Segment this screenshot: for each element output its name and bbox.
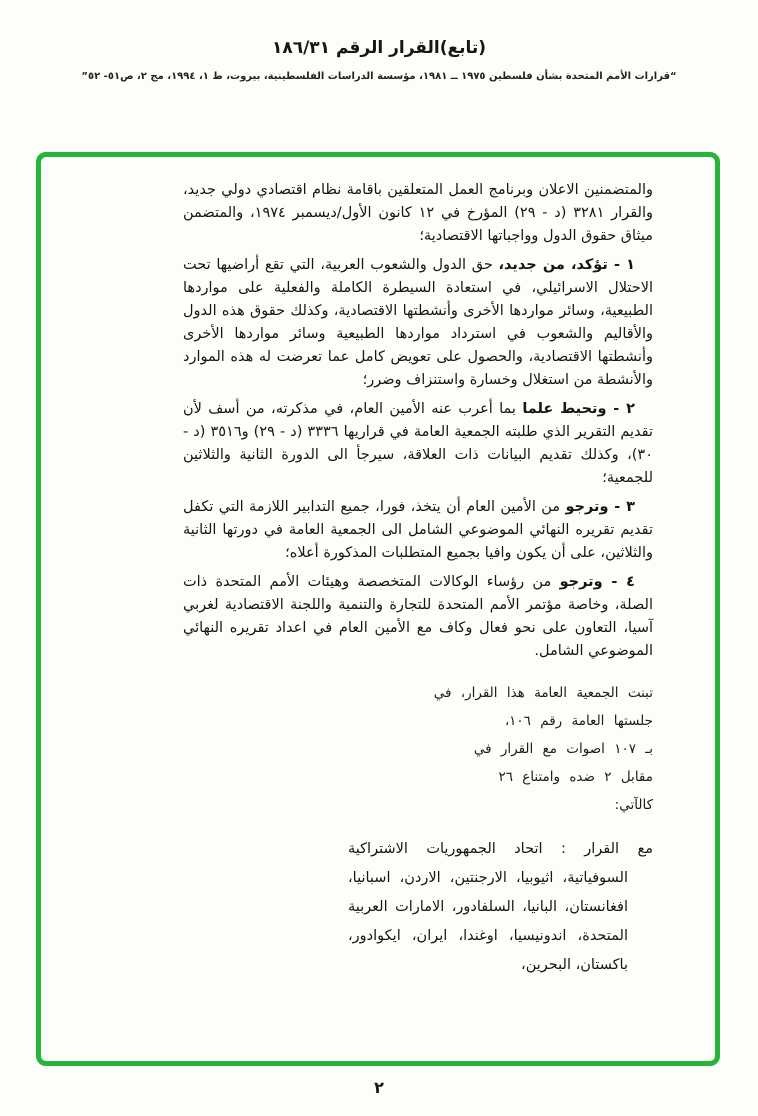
content-border-box: [36, 152, 720, 1066]
intro-text: والمتضمنين الاعلان وبرنامج العمل المتعلقين باقامة نظام اقتصادي دولي جديد، والقرار ٣٢٨١ (د - ٢٩) المؤرخ في ١٢ كانون الأول/ديسمبر ١٩٧٤، والمتضمن ميثاق حقوق الدول وواجباتها الاقتصادية؛: [183, 182, 653, 244]
clause-2-text: بما أعرب عنه الأمين العام، في مذكرته، من أسف لأن تقديم التقرير الذي طلبته الجمعية العامة في قراريها ٣٣٣٦ (د - ٢٩) و٣٥١٦ (د - ٣٠)، وكذلك تقديم البيانات ذات العلاقة، سيرجأ الى الدورة الثانية والثلاثين للجمعية؛: [183, 401, 653, 486]
paragraph-intro: [183, 179, 653, 248]
page-header: [0, 38, 758, 82]
adoption-line: بـ ١٠٧ اصوات مع القرار في: [473, 741, 653, 757]
clause-1-text: حق الدول والشعوب العربية، التي تقع أراضيها تحت الاحتلال الاسرائيلي، في استعادة السيطرة الكاملة والفعلية على مواردها الطبيعية، وسائر مواردها الأخرى وأنشطتها الاقتصادية، وكذلك حقوق هذه الدول والأقاليم والشعوب في استرداد مواردها الطبيعية وسائر مواردها الأخرى وأنشطتها الاقتصادية، والحصول على تعويض كامل عما تعرضت له هذه الموارد والأنشطة من استغلال وخسارة واستنزاف وضرر؛: [183, 257, 653, 388]
adoption-note: [183, 679, 653, 819]
clause-4-text: من رؤساء الوكالات المتخصصة وهيئات الأمم المتحدة ذات الصلة، وخاصة مؤتمر الأمم المتحدة للتجارة والتنمية واللجنة الاقتصادية لغربي آسيا، التعاون على نحو فعال وكاف مع الأمين العام في اعداد تقريره النهائي الموضوعي الشامل.: [183, 574, 653, 659]
clause-3-text: من الأمين العام أن يتخذ، فورا، جميع التدابير اللازمة التي تكفل تقديم تقريره النهائي الموضوعي الشامل الى الجمعية العامة في دورتها الثانية والثلاثين، على أن يكون وافيا بجميع المتطلبات المذكورة أعلاه؛: [183, 499, 653, 561]
vote-list: [348, 835, 653, 980]
vote-label: مع القرار :: [560, 841, 653, 857]
clause-4: [183, 571, 653, 663]
clause-3: [183, 496, 653, 565]
adoption-line: تبنت الجمعية العامة هذا القرار، في: [433, 685, 653, 701]
clause-4-lead: ٤ - وترجو: [559, 574, 635, 590]
citation-line: “قرارات الأمم المتحدة بشأن فلسطين ١٩٧٥ ــ ١٩٨١، مؤسسة الدراسات الفلسطينية، بيروت، ط ١، ١٩٩٤، مج ٢، ص٥١- ٥٢”: [81, 71, 677, 82]
clause-1: [183, 254, 653, 392]
resolution-body-text: [183, 179, 653, 663]
scanned-document-page: [0, 38, 758, 1116]
adoption-line: مقابل ٢ ضده وامتناع ٢٦: [498, 769, 653, 785]
resolution-title: (تابع)القرار الرقم ١٨٦/٣١: [271, 38, 487, 58]
page-number: ٢: [374, 1078, 384, 1097]
clause-2-lead: ٢ - وتحيط علما: [522, 401, 635, 417]
vote-countries-in-favour: اتحاد الجمهوريات الاشتراكية السوفياتية، اثيوبيا، الارجنتين، الاردن، اسبانيا، افغانستان، البانيا، السلفادور، الامارات العربية المتحدة، اندونيسيا، اوغندا، ايران، ايكوادور، باكستان، البحرين،: [348, 841, 628, 973]
clause-3-lead: ٣ - وترجو: [565, 499, 635, 515]
clause-1-lead: ١ - تؤكد، من جديد،: [498, 257, 635, 273]
clause-2: [183, 398, 653, 490]
adoption-line: كالآتي:: [614, 797, 653, 813]
adoption-line: جلستها العامة رقم ١٠٦،: [504, 713, 653, 729]
